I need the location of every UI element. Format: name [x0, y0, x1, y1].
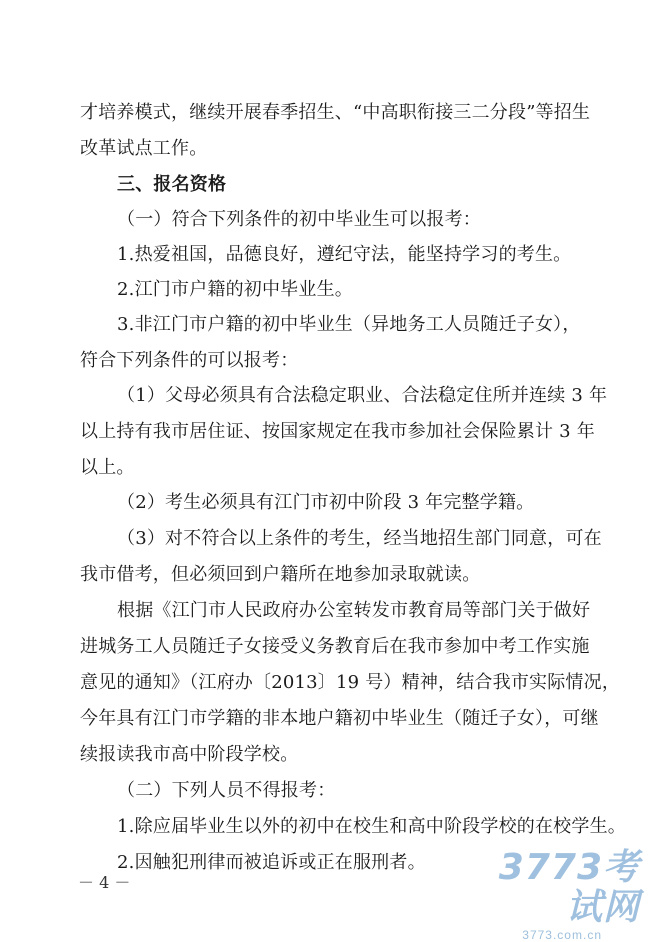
- watermark-logo-text: 3773考试网: [498, 847, 640, 928]
- paragraph-line: 今年具有江门市学籍的非本地户籍初中毕业生（随迁子女），可继: [80, 708, 599, 729]
- subsection-heading: （一）符合下列条件的初中毕业生可以报考：: [117, 209, 481, 230]
- paragraph-line: 以上。: [80, 457, 135, 478]
- paragraph-line: 3.非江门市户籍的初中毕业生（异地务工人员随迁子女），: [117, 314, 581, 335]
- paragraph-line: 改革试点工作。: [80, 138, 208, 159]
- paragraph-line: 2.江门市户籍的初中毕业生。: [117, 279, 353, 300]
- paragraph-line: 1.热爱祖国，品德良好，遵纪守法，能坚持学习的考生。: [117, 244, 572, 265]
- paragraph-line: 根据《江门市人民政府办公室转发市教育局等部门关于做好: [117, 600, 591, 621]
- paragraph-line: （1）父母必须具有合法稳定职业、合法稳定住所并连续 3 年: [117, 385, 608, 406]
- paragraph-line: 续报读我市高中阶段学校。: [80, 744, 299, 765]
- paragraph-line: 才培养模式，继续开展春季招生、“中高职衔接三二分段”等招生: [80, 102, 591, 123]
- paragraph-line: 1.除应届毕业生以外的初中在校生和高中阶段学校的在校学生。: [117, 816, 626, 837]
- paragraph-line: 意见的通知》（江府办〔2013〕19 号）精神，结合我市实际情况，: [80, 672, 621, 693]
- paragraph-line: 2.因触犯刑律而被追诉或正在服刑者。: [117, 852, 426, 873]
- paragraph-line: 我市借考，但必须回到户籍所在地参加录取就读。: [80, 564, 481, 585]
- section-heading: 三、报名资格: [117, 174, 227, 195]
- paragraph-line: 进城务工人员随迁子女接受义务教育后在我市参加中考工作实施: [80, 636, 590, 657]
- watermark-url: 3773.com.cn: [522, 928, 602, 942]
- page-number: － 4 －: [78, 873, 131, 892]
- paragraph-line: 符合下列条件的可以报考：: [80, 350, 299, 371]
- paragraph-line: （3）对不符合以上条件的考生，经当地招生部门同意，可在: [117, 528, 602, 549]
- paragraph-line: 以上持有我市居住证、按国家规定在我市参加社会保险累计 3 年: [80, 421, 595, 442]
- paragraph-line: （2）考生必须具有江门市初中阶段 3 年完整学籍。: [117, 492, 535, 513]
- site-watermark: [470, 847, 640, 942]
- subsection-heading: （二）下列人员不得报考：: [117, 780, 336, 801]
